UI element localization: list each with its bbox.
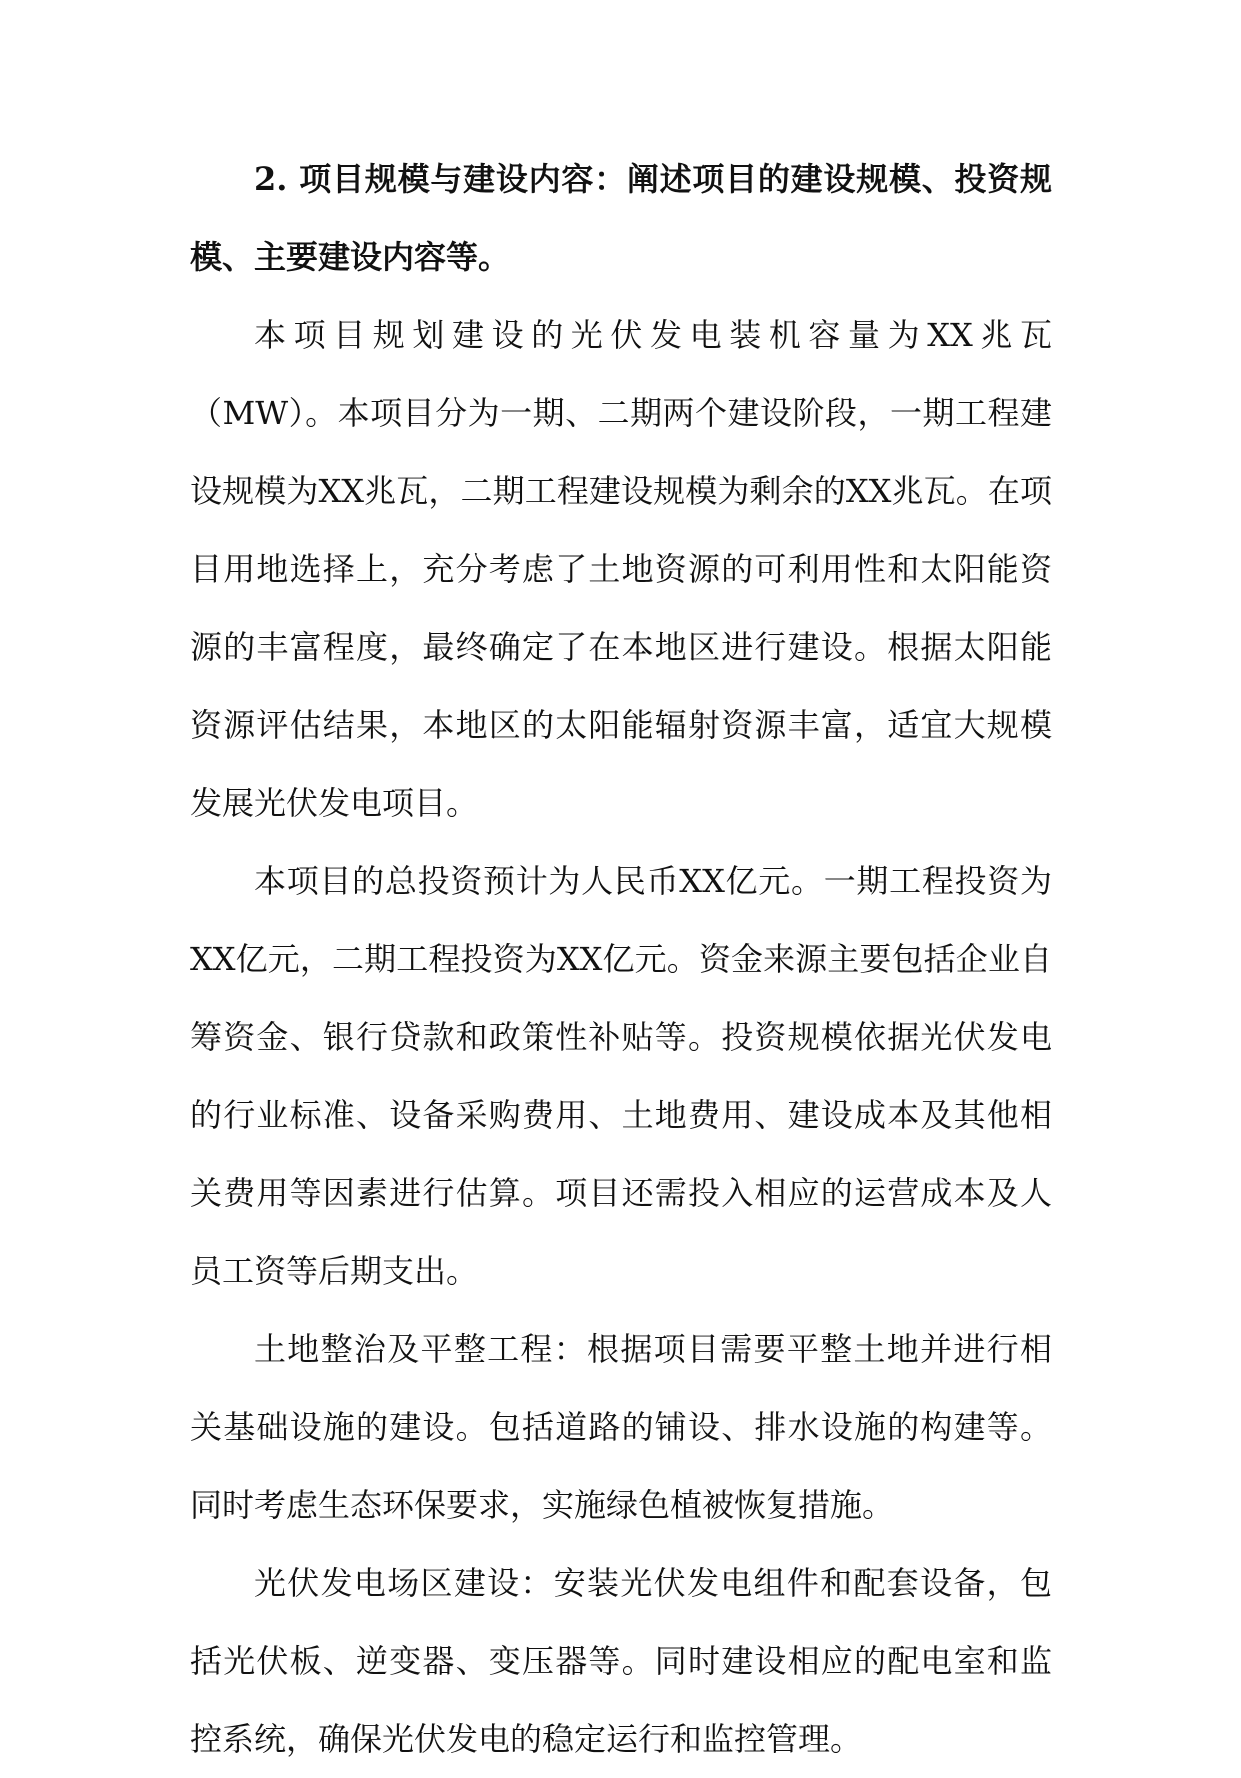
section-heading: 2. 项目规模与建设内容：阐述项目的建设规模、投资规模、主要建设内容等。 <box>190 160 1052 276</box>
document-page <box>190 140 1052 1778</box>
paragraph-scale: 本项目规划建设的光伏发电装机容量为XX兆瓦（MW）。本项目分为一期、二期两个建设阶段，一期工程建设规模为XX兆瓦，二期工程建设规模为剩余的XX兆瓦。在项目用地选择上，充分考虑了土地资源的可利用性和太阳能资源的丰富程度，最终确定了在本地区进行建设。根据太阳能资源评估结果，本地区的太阳能辐射资源丰富，适宜大规模发展光伏发电项目。 <box>190 316 1052 822</box>
paragraph-investment: 本项目的总投资预计为人民币XX亿元。一期工程投资为XX亿元，二期工程投资为XX亿元。资金来源主要包括企业自筹资金、银行贷款和政策性补贴等。投资规模依据光伏发电的行业标准、设备采购费用、土地费用、建设成本及其他相关费用等因素进行估算。项目还需投入相应的运营成本及人员工资等后期支出。 <box>190 862 1052 1290</box>
paragraph-pv-construction: 光伏发电场区建设：安装光伏发电组件和配套设备，包括光伏板、逆变器、变压器等。同时建设相应的配电室和监控系统，确保光伏发电的稳定运行和监控管理。 <box>190 1564 1052 1758</box>
paragraph-land-works: 土地整治及平整工程：根据项目需要平整土地并进行相关基础设施的建设。包括道路的铺设、排水设施的构建等。同时考虑生态环保要求，实施绿色植被恢复措施。 <box>190 1330 1052 1524</box>
